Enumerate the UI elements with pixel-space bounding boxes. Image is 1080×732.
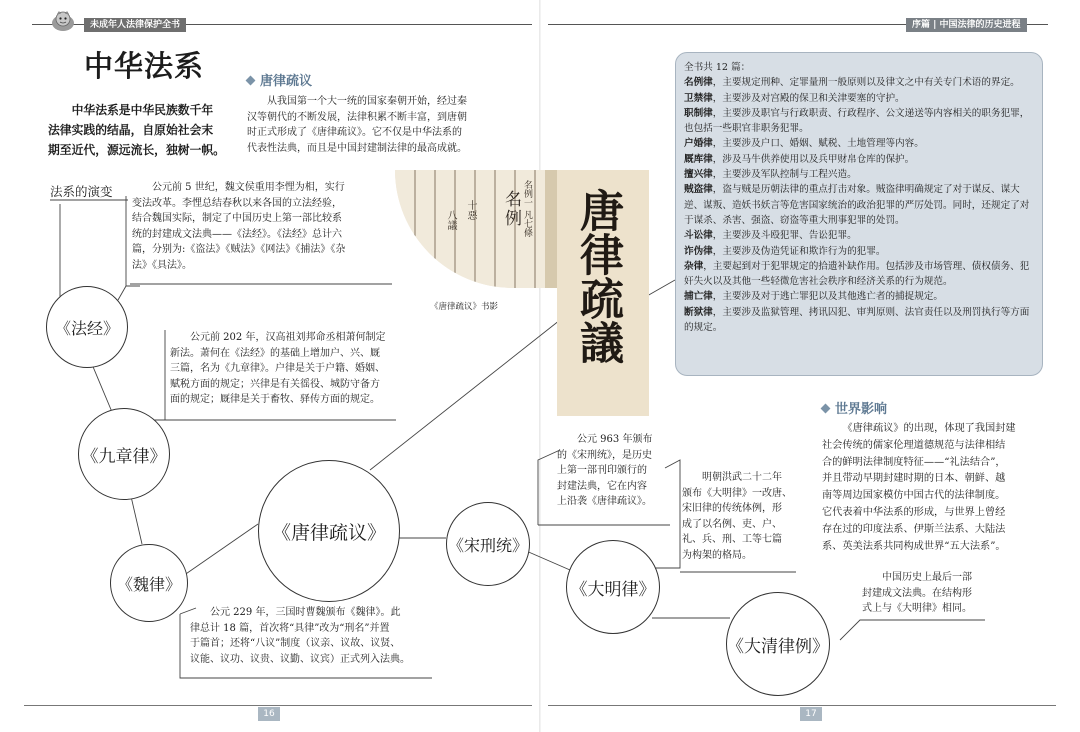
tang-section-title-text: 唐律疏议 bbox=[260, 74, 313, 89]
tang-line: 汉等朝代的不断发展，法律积累不断丰富，到唐朝 bbox=[247, 111, 467, 123]
box-item-text: ，盗与贼是历朝法律的重点打击对象。贼盗律明确规定了对于谋反、谋大逆、谋叛、造妖书妖言等危害国家统治的政治犯罪的严厉处罚。同时，还规定了对于谋杀、杀害、强盗、窃盗等重大刑事犯罪的处罚。 bbox=[684, 184, 1030, 226]
book-page-text: 名例一 凡七條 bbox=[522, 180, 532, 237]
box-item bbox=[684, 106, 1034, 137]
note-line: 律总计 18 篇，首次将“具律”改为“刑名”并置 bbox=[190, 622, 390, 634]
box-item-name: 诈伪律 bbox=[684, 245, 713, 257]
world-line: 并且带动早期封建时期的日本、朝鲜、越 bbox=[822, 473, 1006, 485]
page-title: 中华法系 bbox=[84, 49, 205, 83]
book-page-text: 八議 bbox=[445, 210, 456, 230]
box-item-name: 捕亡律 bbox=[684, 291, 713, 303]
node-fajing: 《法经》 bbox=[46, 286, 128, 368]
evolution-label: 法系的演变 bbox=[50, 184, 113, 199]
note-line: 公元前 202 年，汉高祖刘邦命丞相萧何制定 bbox=[190, 332, 386, 343]
world-line: 它代表着中华法系的形成，与世界上曾经 bbox=[822, 506, 1006, 518]
note-fajing bbox=[132, 180, 374, 273]
footer-rule-right bbox=[548, 705, 1056, 706]
box-item-name: 断狱律 bbox=[684, 306, 713, 318]
note-line: 为构架的格局。 bbox=[682, 549, 752, 561]
note-line: 明朝洪武二十二年 bbox=[702, 472, 782, 483]
box-item bbox=[684, 259, 1034, 290]
box-item-text: ，主要涉及对于逃亡罪犯以及其他逃亡者的捕捉规定。 bbox=[712, 291, 944, 303]
world-section-title-text: 世界影响 bbox=[835, 402, 888, 417]
world-line: 存在过的印度法系、伊斯兰法系、大陆法 bbox=[822, 523, 1006, 535]
note-line: 于篇首；还将“八议”制度（议亲、议故、议贤、 bbox=[190, 638, 401, 649]
node-jiuzhanglv: 《九章律》 bbox=[78, 408, 170, 500]
world-line: 合的鲜明法律制度特征——“礼法结合”， bbox=[822, 456, 1006, 468]
box-item-text: ，主要涉及对宫殿的保卫和关津要塞的守护。 bbox=[712, 92, 905, 104]
note-line: 式上与《大明律》相同。 bbox=[862, 603, 972, 614]
world-paragraph bbox=[822, 421, 1044, 555]
world-section-title bbox=[822, 398, 887, 417]
box-item bbox=[684, 289, 1034, 304]
note-songxingtong bbox=[557, 432, 669, 510]
box-item bbox=[684, 244, 1034, 259]
box-item bbox=[684, 152, 1034, 167]
note-line: 变法改革。李悝总结春秋以来各国的立法经验， bbox=[132, 197, 342, 209]
box-item bbox=[684, 91, 1034, 106]
box-heading: 全书共 12 篇： bbox=[684, 62, 751, 73]
note-weilv bbox=[190, 605, 434, 667]
image-caption: 《唐律疏议》书影 bbox=[430, 302, 499, 312]
book-page-heading: 名例 bbox=[501, 190, 521, 228]
book-cover-photo bbox=[557, 170, 649, 416]
note-line: 公元 229 年，三国时曹魏颁布《魏律》。此 bbox=[210, 607, 401, 618]
book-page-text: 十惡 bbox=[465, 200, 476, 220]
intro-paragraph bbox=[48, 100, 248, 160]
note-line: 的《宋刑统》，是历史 bbox=[557, 449, 652, 461]
box-item-name: 职制律 bbox=[684, 107, 713, 119]
note-line: 篇，分别为:《盗法》《贼法》《网法》《捕法》《杂 bbox=[132, 244, 346, 255]
note-line: 法》《具法》。 bbox=[132, 259, 192, 271]
note-line: 颁布《大明律》一改唐、 bbox=[682, 487, 792, 499]
note-line: 公元前 5 世纪，魏文侯重用李悝为相，实行 bbox=[152, 182, 345, 193]
note-line: 中国历史上最后一部 bbox=[882, 572, 972, 583]
page-number-right: 17 bbox=[800, 707, 822, 721]
tang-paragraph bbox=[247, 94, 495, 156]
note-damingly bbox=[682, 470, 794, 563]
box-item-text: ，主要涉及户口、婚姻、赋税、土地管理等内容。 bbox=[712, 138, 924, 150]
book-cover-title: 唐律疏議 bbox=[572, 188, 623, 364]
node-weilv: 《魏律》 bbox=[110, 544, 188, 622]
box-item bbox=[684, 75, 1034, 90]
box-item-name: 贼盗律 bbox=[684, 184, 713, 196]
box-item bbox=[684, 136, 1034, 151]
note-line: 封建成文法典。在结构形 bbox=[862, 587, 972, 599]
node-damingly: 《大明律》 bbox=[566, 540, 660, 634]
box-item-name: 厩库律 bbox=[684, 153, 713, 165]
box-item-name: 擅兴律 bbox=[684, 169, 713, 181]
note-line: 上第一部刊印颁行的 bbox=[557, 465, 647, 476]
note-line: 三篇，名为《九章律》。户律是关于户籍、婚姻、 bbox=[170, 363, 385, 374]
note-line: 礼、兵、刑、工等七篇 bbox=[682, 534, 782, 545]
box-item bbox=[684, 167, 1034, 182]
book-title-tag: 未成年人法律保护全书 bbox=[84, 18, 186, 32]
diamond-icon bbox=[821, 404, 831, 414]
box-item-text: ，主要涉及军队控制与工程兴造。 bbox=[712, 169, 857, 181]
box-item-text: ，主要规定刑种、定罪量刑一般原则以及律文之中有关专门术语的界定。 bbox=[712, 77, 1020, 89]
footer-rule-left bbox=[24, 705, 532, 706]
box-item-name: 卫禁律 bbox=[684, 92, 713, 104]
chapter-tag: 序篇 | 中国法律的历史进程 bbox=[906, 18, 1027, 32]
note-line: 统的封建成文法典——《法经》。《法经》总计六 bbox=[132, 228, 342, 240]
box-item-text: ，主要涉及监狱管理、拷讯囚犯、审判原则、法官责任以及刑罚执行等方面的规定。 bbox=[684, 306, 1030, 334]
box-item-text: ，主要涉及职官与行政职责、行政程序、公文递送等内容相关的职务犯罪，也包括一些职官非职务犯罪。 bbox=[684, 107, 1030, 135]
world-line: 系、英美法系共同构成世界“五大法系”。 bbox=[822, 540, 1006, 552]
note-line: 封建法典，它在内容 bbox=[557, 480, 647, 492]
intro-line: 中华法系是中华民族数千年 bbox=[71, 103, 214, 117]
box-item-text: ，主要涉及伪造凭证和欺诈行为的犯罪。 bbox=[712, 245, 886, 257]
note-line: 结合魏国实际，制定了中国历史上第一部比较系 bbox=[132, 213, 342, 224]
book-page-photo bbox=[395, 170, 557, 288]
page-number-left: 16 bbox=[258, 707, 280, 721]
note-line: 成了以名例、吏、户、 bbox=[682, 518, 782, 530]
note-line: 议能、议功、议贵、议勤、议宾）正式列入法典。 bbox=[190, 653, 410, 665]
box-item-text: ，主要起到对于犯罪规定的拾遗补缺作用。包括涉及市场管理、债权债务、犯奸失火以及其他一些轻微危害社会秩序和经济关系的行为规范。 bbox=[684, 260, 1030, 288]
box-item bbox=[684, 228, 1034, 243]
chapter-list-box bbox=[675, 52, 1043, 376]
diamond-icon bbox=[246, 76, 256, 86]
note-line: 宋旧律的传统体例，形 bbox=[682, 503, 782, 514]
note-line: 公元 963 年颁布 bbox=[577, 434, 653, 445]
box-item-text: ，主要涉及斗殴犯罪、告讼犯罪。 bbox=[712, 230, 857, 242]
note-daqinglvli bbox=[862, 570, 988, 617]
box-item bbox=[684, 182, 1034, 228]
note-line: 面的规定；厩律是关于畜牧、驿传方面的规定。 bbox=[170, 394, 380, 405]
tang-line: 代表性法典，而且是中国封建制法律的最高成就。 bbox=[247, 142, 467, 154]
note-line: 赋税方面的规定；兴律是有关徭役、城防守备方 bbox=[170, 378, 380, 390]
intro-line: 法律实践的结晶，自原始社会末 bbox=[48, 123, 214, 137]
tang-line: 从我国第一个大一统的国家秦朝开始，经过秦 bbox=[267, 96, 467, 107]
node-tanglvshuyi: 《唐律疏议》 bbox=[258, 460, 400, 602]
node-daqinglvli: 《大清律例》 bbox=[726, 592, 830, 696]
box-item-name: 户婚律 bbox=[684, 138, 713, 150]
intro-line: 期至近代，源远流长，独树一帜。 bbox=[48, 143, 225, 157]
box-item-text: ，涉及马牛供养使用以及兵甲财帛仓库的保护。 bbox=[712, 153, 915, 165]
box-item-name: 斗讼律 bbox=[684, 230, 713, 242]
box-item bbox=[684, 305, 1034, 336]
node-songxingtong: 《宋刑统》 bbox=[446, 502, 530, 586]
world-line: 南等周边国家模仿中国古代的法律制度。 bbox=[822, 490, 1006, 502]
tang-section-title bbox=[247, 70, 312, 89]
note-line: 新法。萧何在《法经》的基础上增加户、兴、厩 bbox=[170, 347, 380, 359]
world-line: 《唐律疏议》的出现，体现了我国封建 bbox=[842, 423, 1016, 434]
box-item-name: 杂律 bbox=[684, 260, 704, 272]
box-item-name: 名例律 bbox=[684, 77, 713, 89]
world-line: 社会传统的儒家伦理道德规范与法律相结 bbox=[822, 439, 1006, 451]
tang-line: 时正式形成了《唐律疏议》。它不仅是中华法系的 bbox=[247, 127, 462, 138]
note-jiuzhanglv bbox=[170, 330, 406, 408]
note-line: 上沿袭《唐律疏议》。 bbox=[557, 496, 652, 507]
